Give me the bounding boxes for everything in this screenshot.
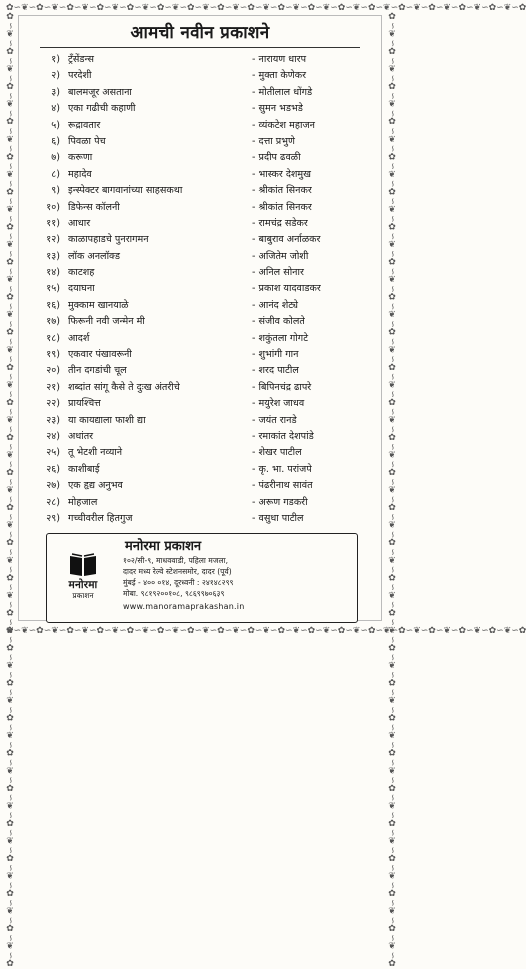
book-author: - मयुरेश जाधव: [252, 398, 305, 410]
publisher-name: मनोरमा प्रकाशन: [125, 539, 202, 554]
book-row: [28, 298, 378, 314]
book-number: २५): [46, 447, 60, 459]
book-row: [28, 167, 378, 183]
book-number: ४): [51, 103, 60, 115]
book-number: १०): [46, 201, 60, 213]
book-row: [28, 511, 378, 527]
book-number: १८): [46, 332, 60, 344]
page-title: आमची नवीन प्रकाशने: [130, 23, 270, 43]
book-number: २७): [46, 480, 60, 492]
book-row: [28, 118, 378, 134]
book-title: काळापहाडचे पुनरागमन: [68, 234, 149, 246]
book-author: - शरद पाटील: [252, 365, 299, 377]
book-row: [28, 183, 378, 199]
book-number: ५): [51, 119, 60, 131]
book-author: - संजीव कोलते: [252, 316, 305, 328]
book-title: एका गढीची कहाणी: [68, 103, 136, 115]
book-row: [28, 52, 378, 68]
book-number: १९): [46, 349, 60, 361]
book-author: - अरूण गडकरी: [252, 496, 308, 508]
book-title: लॉक अनलॉक्ड: [68, 250, 121, 262]
book-author: - दत्ता प्रभुणे: [252, 135, 295, 147]
book-title: तू भेटशी नव्याने: [68, 447, 123, 459]
book-number: २): [51, 70, 60, 82]
book-title: मोहजाल: [68, 496, 98, 508]
book-row: [28, 200, 378, 216]
logo-subtitle: प्रकाशन: [72, 591, 94, 600]
decorative-border-bottom: ✿∽❦∽✿∽❦∽✿∽❦∽✿∽❦∽✿∽❦∽✿∽❦∽✿∽❦∽✿∽❦∽✿∽❦∽✿∽❦∽✿∽❦∽✿∽❦∽✿∽❦∽✿∽❦∽✿∽❦∽✿∽❦∽✿∽❦∽✿: [6, 626, 526, 636]
book-author: - श्रीकांत सिनकर: [252, 201, 312, 213]
book-author: - बाबुराव अर्नाळकर: [252, 234, 321, 246]
book-title: अधांतर: [68, 430, 94, 442]
book-row: [28, 380, 378, 396]
book-title: या कायद्याला फाशी द्या: [68, 414, 146, 426]
book-number: ३): [51, 86, 60, 98]
book-number: २९): [46, 512, 60, 524]
book-title: काटशह: [68, 267, 95, 279]
book-title: रूद्रावतार: [68, 119, 101, 131]
book-title: डिफेन्स कॉलनी: [68, 201, 120, 213]
book-number: १): [51, 54, 60, 65]
publisher-box: [46, 533, 358, 623]
book-author: - शकुंतला गोगटे: [252, 332, 309, 344]
book-title: दयाघना: [68, 283, 95, 295]
book-number: २४): [46, 430, 60, 442]
book-row: [28, 134, 378, 150]
book-row: [28, 68, 378, 84]
book-row: [28, 396, 378, 412]
book-number: २०): [46, 365, 60, 377]
book-number: ११): [46, 217, 60, 229]
book-title: प्रायश्चित्त: [68, 398, 101, 410]
book-author: - मुक्ता केणेकर: [252, 70, 306, 82]
book-author: - अनिल सोनार: [252, 267, 304, 279]
publisher-mobile: मोबा. ९८१९२००१०८, ९८६९९७०६३९: [123, 589, 225, 598]
decorative-border-top: ✿∽❦∽✿∽❦∽✿∽❦∽✿∽❦∽✿∽❦∽✿∽❦∽✿∽❦∽✿∽❦∽✿∽❦∽✿∽❦∽✿∽❦∽✿∽❦∽✿∽❦∽✿∽❦∽✿∽❦∽✿∽❦∽✿∽❦∽✿: [6, 3, 526, 13]
book-title: आदर्श: [68, 332, 90, 344]
book-title: ट्रॅंसेंडन्स: [68, 54, 95, 65]
book-title: एकवार पंखावरूनी: [68, 349, 132, 361]
logo-name: मनोरमा: [68, 579, 98, 591]
book-number: २६): [46, 463, 60, 475]
book-author: - जयंत रानडे: [252, 414, 297, 426]
book-number: १४): [46, 267, 60, 279]
book-title: काशीबाई: [68, 463, 100, 475]
book-title: गच्चीवरील हितगुज: [68, 512, 133, 524]
book-row: [28, 478, 378, 494]
book-title: पिवळा पेच: [68, 135, 106, 147]
book-number: ६): [51, 135, 60, 147]
book-number: १३): [46, 250, 60, 262]
book-row: [28, 495, 378, 511]
book-row: [28, 363, 378, 379]
book-author: - प्रदीप ढवळी: [252, 152, 301, 164]
book-title: बालमजूर असताना: [68, 86, 132, 98]
book-row: [28, 331, 378, 347]
book-title: एक हृद्य अनुभव: [68, 480, 123, 492]
book-title: फिरूनी नवी जन्मेन मी: [68, 316, 145, 328]
book-row: [28, 445, 378, 461]
title-underline: [40, 47, 360, 48]
book-row: [28, 429, 378, 445]
book-number: २३): [46, 414, 60, 426]
book-author: - सुमन भडभडे: [252, 103, 303, 115]
book-number: १२): [46, 234, 60, 246]
book-author: - आनंद शेट्ये: [252, 299, 299, 311]
book-author: - भास्कर देशमुख: [252, 168, 312, 180]
decorative-border-left: ✿∽❦∽✿∽❦∽✿∽❦∽✿∽❦∽✿∽❦∽✿∽❦∽✿∽❦∽✿∽❦∽✿∽❦∽✿∽❦∽✿∽❦∽✿∽❦∽✿∽❦∽✿∽❦∽✿∽❦∽✿∽❦∽✿∽❦∽✿∽❦∽✿∽❦∽✿∽❦∽✿∽❦∽✿∽❦∽✿∽❦∽✿∽❦∽✿∽❦∽✿∽❦∽✿∽❦∽✿: [5, 12, 15, 969]
book-author: - नारायण धारप: [252, 54, 307, 65]
book-title: शब्दांत सांगू कैसे ते दुःख अंतरीचे: [68, 381, 180, 393]
book-row: [28, 150, 378, 166]
book-row: [28, 314, 378, 330]
decorative-border-right: ✿∽❦∽✿∽❦∽✿∽❦∽✿∽❦∽✿∽❦∽✿∽❦∽✿∽❦∽✿∽❦∽✿∽❦∽✿∽❦∽✿∽❦∽✿∽❦∽✿∽❦∽✿∽❦∽✿∽❦∽✿∽❦∽✿∽❦∽✿∽❦∽✿∽❦∽✿∽❦∽✿∽❦∽✿∽❦∽✿∽❦∽✿∽❦∽✿∽❦∽✿∽❦∽✿∽❦∽✿: [387, 12, 397, 969]
book-author: - कृ. भा. परांजपे: [252, 463, 312, 475]
book-number: ८): [51, 168, 60, 180]
book-number: २१): [46, 381, 60, 393]
book-author: - मोतीलाल धोंगडे: [252, 86, 313, 98]
book-row: [28, 101, 378, 117]
book-number: १५): [46, 283, 60, 295]
publisher-website[interactable]: www.manoramaprakashan.in: [123, 602, 245, 611]
book-author: - प्रकाश यादवाडकर: [252, 283, 321, 295]
book-row: [28, 85, 378, 101]
book-number: ९): [51, 185, 60, 197]
book-row: [28, 347, 378, 363]
book-number: २२): [46, 398, 60, 410]
book-author: - रामचंद्र सडेकर: [252, 217, 308, 229]
book-number: २८): [46, 496, 60, 508]
book-title: परदेशी: [68, 70, 92, 82]
book-title: आधार: [68, 217, 91, 229]
book-author: - अजितेम जोशी: [252, 250, 309, 262]
book-row: [28, 216, 378, 232]
book-number: १७): [46, 316, 60, 328]
book-title: मुक्काम खानयाळे: [68, 299, 129, 311]
book-title: इन्स्पेक्टर बागवानांच्या साहसकथा: [68, 185, 183, 197]
publisher-address-line2: दादर मध्य रेल्वे स्टेशनसमोर, दादर (पूर्व): [123, 567, 232, 576]
book-title: करूणा: [68, 152, 93, 164]
publisher-phone: मुंबई - ४०० ०१४, दूरध्वनी : २४१४८२९९: [123, 578, 234, 587]
book-author: - शेखर पाटील: [252, 447, 302, 459]
book-number: ७): [51, 152, 60, 164]
book-row: [28, 462, 378, 478]
publisher-logo: [51, 552, 115, 612]
book-author: - श्रीकांत सिनकर: [252, 185, 312, 197]
book-author: - व्यंकटेश महाजन: [252, 119, 315, 131]
book-author: - पंढरीनाथ सावंत: [252, 480, 313, 492]
book-list: [28, 52, 378, 527]
book-row: [28, 281, 378, 297]
publisher-address-line1: १०२/सी-९, माधववाडी, पहिला मजला,: [123, 556, 229, 565]
book-title: महादेव: [68, 168, 92, 180]
book-author: - रमाकांत देशपांडे: [252, 430, 314, 442]
book-author: - बिपिनचंद्र ढापरे: [252, 381, 312, 393]
book-number: १६): [46, 299, 60, 311]
book-author: - शुभांगी गान: [252, 349, 299, 361]
book-title: तीन दगडांची चूल: [68, 365, 127, 377]
book-row: [28, 265, 378, 281]
book-row: [28, 232, 378, 248]
book-author: - वसुधा पाटील: [252, 512, 304, 524]
book-row: [28, 413, 378, 429]
book-row: [28, 249, 378, 265]
book-logo-icon: [68, 552, 98, 578]
